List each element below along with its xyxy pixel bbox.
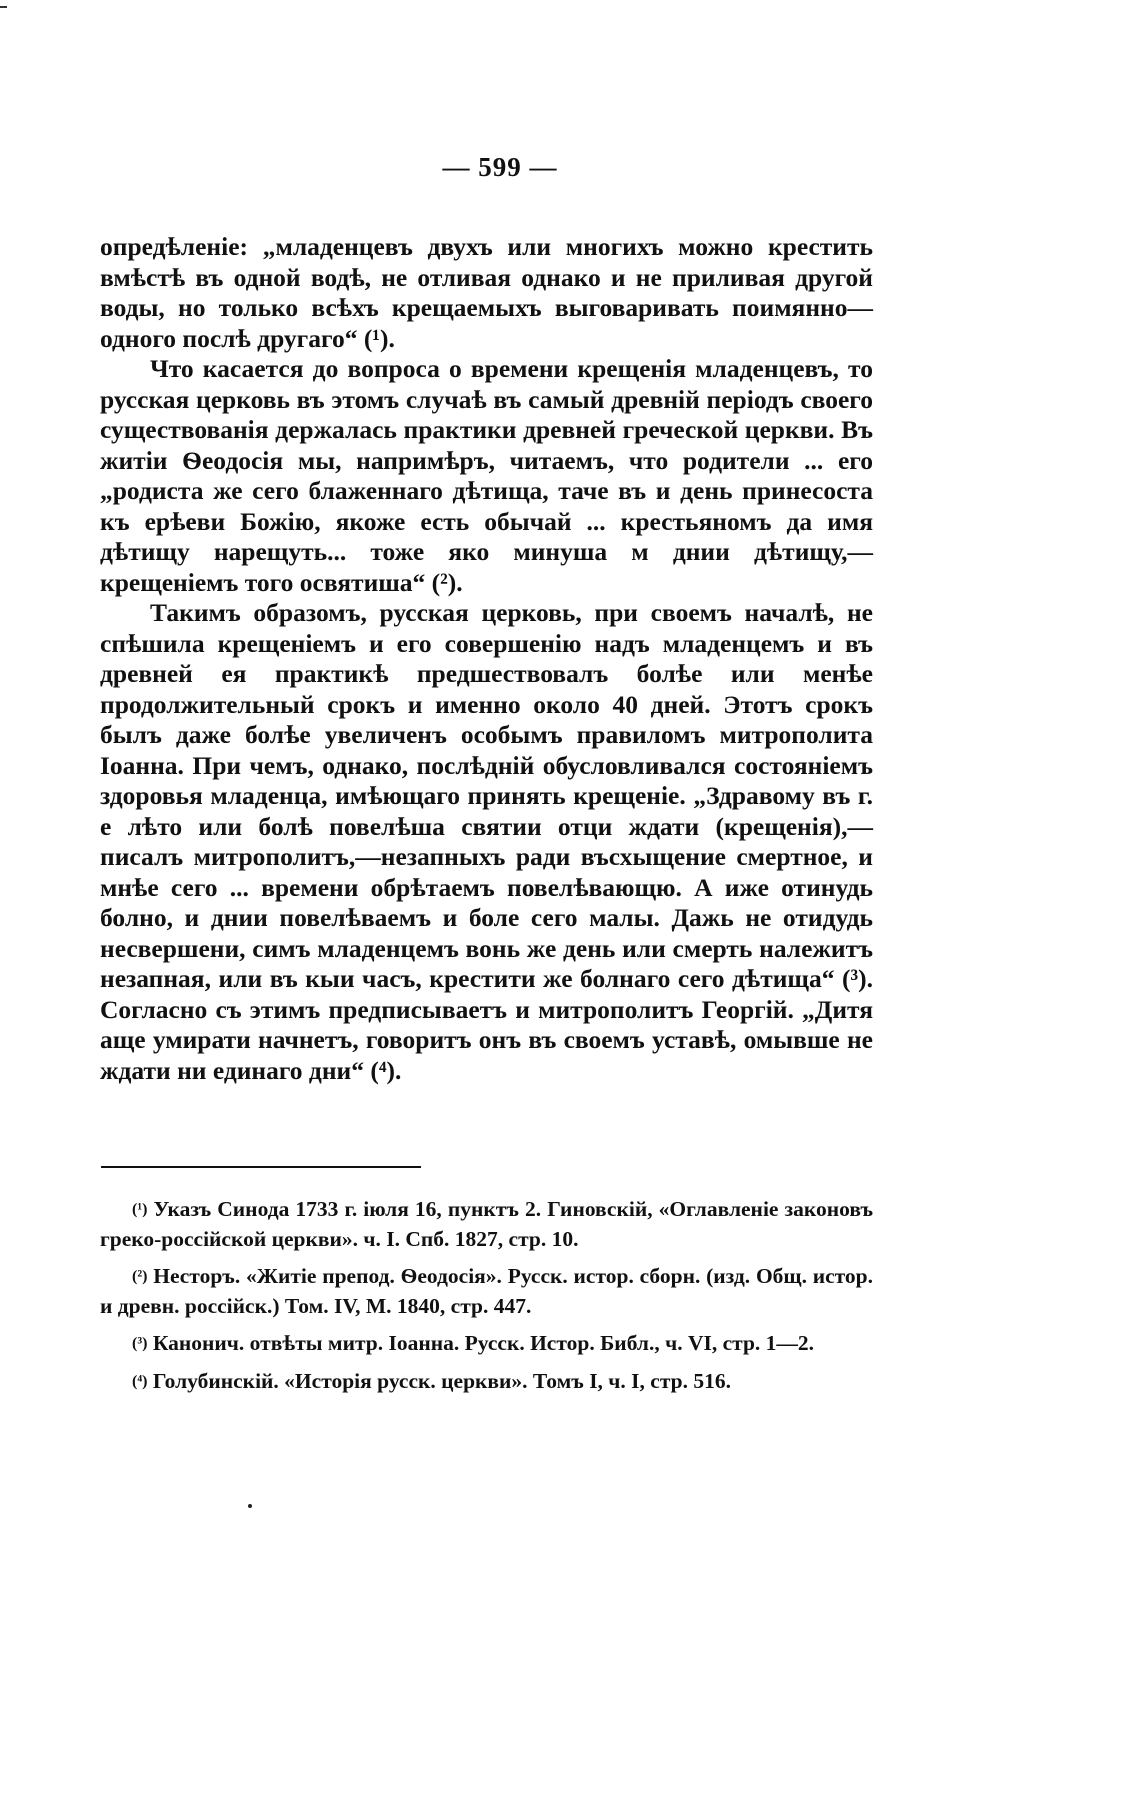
- footnote-text: Несторъ. «Житіе препод. Ѳеодосія». Русск. истор. сборн. (изд. Общ. истор. и древн. россійск.) Том. IV, М. 1840, стр. 447.: [100, 1264, 874, 1318]
- paragraph-continuation: опредѣленіе: „младенцевъ двухъ или многихъ можно крестить вмѣстѣ въ одной водѣ, не отливая однако и не приливая другой воды, но только всѣхъ крещаемыхъ выговаривать поимянно—одного послѣ другаго“ (¹).: [100, 232, 873, 353]
- page-number: — 599 —: [442, 152, 558, 182]
- footnote-mark: (¹): [132, 1201, 148, 1218]
- footnote-mark: (⁴): [132, 1372, 148, 1390]
- footnote-separator: [101, 1166, 421, 1168]
- footnotes: [100, 1195, 873, 1404]
- footnote-3: [100, 1329, 873, 1359]
- body-text: [100, 232, 873, 1086]
- footnote-text: Голубинскій. «Исторія русск. церкви». Томъ I, ч. I, стр. 516.: [152, 1368, 731, 1393]
- footnote-text: Канонич. отвѣты митр. Іоанна. Русск. Истор. Библ., ч. VI, стр. 1—2.: [152, 1331, 815, 1355]
- scan-corner-mark: [0, 6, 7, 8]
- scan-speck: [248, 1504, 252, 1508]
- footnote-1: [100, 1195, 873, 1254]
- paragraph-baptism-time: Что касается до вопроса о времени крещенія младенцевъ, то русская церковь въ этомъ случаѣ въ самый древній періодъ своего существованія держалась практики древней греческой церкви. Въ житіи Ѳеодосія мы, напримѣръ, читаемъ, что родители ... его „родиста же сего блаженнаго дѣтища, таче въ и день принесоста къ ерѣеви Божію, якоже есть обычай ... крестьяномъ да имя дѣтищу нарещуть... тоже яко минуша м днии дѣтищу,—крещеніемъ того освятиша“ (²).: [100, 354, 873, 597]
- footnote-mark: (²): [132, 1268, 148, 1285]
- paragraph-russian-church-practice: Такимъ образомъ, русская церковь, при своемъ началѣ, не спѣшила крещеніемъ и его совершенію надъ младенцемъ и въ древней ея практикѣ предшествовалъ болѣе или менѣе продолжительный срокъ и именно около 40 дней. Этотъ срокъ былъ даже болѣе увеличенъ особымъ правиломъ митрополита Іоанна. При чемъ, однако, послѣдній обусловливался состояніемъ здоровья младенца, имѣющаго принять крещеніе. „Здравому въ г. е лѣто или болѣ повелѣша святии отци ждати (крещенія),—писалъ митрополитъ,—незапныхъ ради въсхыщение смертное, и мнѣе сего ... времени обрѣтаемъ повелѣвающю. А иже отинудь болно, и днии повелѣваемъ и боле сего малы. Дажь не отидудь несвершени, симъ младенцемъ вонь же день или смерть належитъ незапная, или въ кыи часъ, крестити же болнаго сего дѣтища“ (³). Согласно съ этимъ предписываетъ и митрополитъ Георгій. „Дитя аще умирати начнетъ, говоритъ онъ въ своемъ уставѣ, омывше не ждати ни единаго дни“ (⁴).: [100, 598, 873, 1085]
- footnote-4: [100, 1367, 873, 1397]
- footnote-2: [100, 1262, 873, 1321]
- footnote-mark: (³): [132, 1335, 148, 1352]
- footnote-text: Указъ Синода 1733 г. іюля 16, пунктъ 2. Гиновскій, «Оглавленіе законовъ греко-россійской церкви». ч. I. Спб. 1827, стр. 10.: [100, 1197, 874, 1251]
